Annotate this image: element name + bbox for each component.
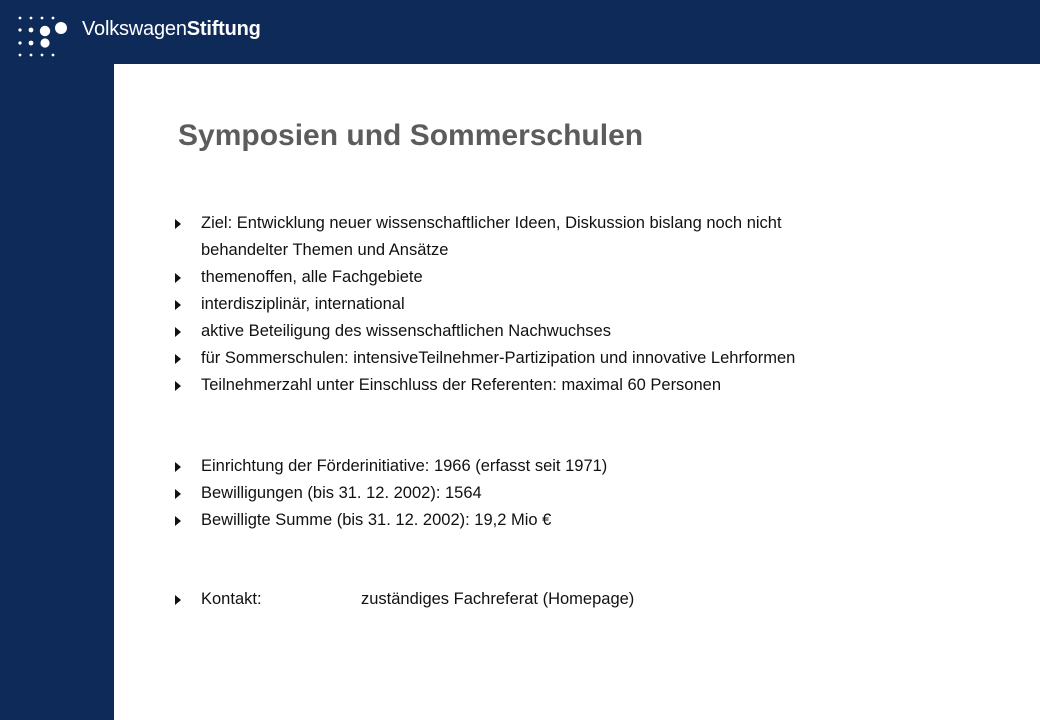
slide-title: Symposien und Sommerschulen [178,119,644,152]
brand-name-regular: Volkswagen [82,18,187,40]
list-item-text: Einrichtung der Förderinitiative: 1966 (erfasst seit 1971) [201,457,608,475]
list-item [174,264,795,291]
triangle-right-icon [175,273,181,283]
triangle-right-icon [175,516,181,526]
list-item [174,318,795,345]
triangle-right-icon [175,327,181,337]
triangle-right-icon [175,595,181,605]
triangle-right-icon [175,489,181,499]
list-item [174,345,795,372]
contact-item [174,586,634,613]
contact-label: Kontakt: [201,590,262,608]
dot-grid-logo-icon [16,14,72,60]
list-item [174,480,607,507]
list-item-text: interdisziplinär, international [201,295,405,313]
triangle-right-icon [175,381,181,391]
brand-name-bold: Stiftung [186,18,261,40]
contact-list [174,586,634,613]
list-item-text: Bewilligungen (bis 31. 12. 2002): 1564 [201,484,482,502]
list-item-text: behandelter Themen und Ansätze [201,241,449,259]
list-item [174,372,795,399]
list-item [174,453,607,480]
list-item-text: aktive Beteiligung des wissenschaftlichen Nachwuchses [201,322,611,340]
list-item-text: Teilnehmerzahl unter Einschluss der Referenten: maximal 60 Personen [201,376,722,394]
list-item [174,210,795,237]
side-bar [0,0,114,720]
list-item [174,507,607,534]
brand-wordmark [82,18,261,41]
list-item-text: für Sommerschulen: intensiveTeilnehmer-Partizipation und innovative Lehrformen [201,349,796,367]
statistics-list [174,453,607,534]
goals-list [174,210,795,399]
triangle-right-icon [175,219,181,229]
contact-value: zuständiges Fachreferat (Homepage) [361,590,635,608]
triangle-right-icon [175,462,181,472]
list-item-text: Ziel: Entwicklung neuer wissenschaftlicher Ideen, Diskussion bislang noch nicht [201,214,782,232]
list-item [174,291,795,318]
triangle-right-icon [175,300,181,310]
list-item-continuation [174,237,795,264]
triangle-right-icon [175,354,181,364]
list-item-text: themenoffen, alle Fachgebiete [201,268,423,286]
list-item-text: Bewilligte Summe (bis 31. 12. 2002): 19,2 Mio € [201,511,552,529]
